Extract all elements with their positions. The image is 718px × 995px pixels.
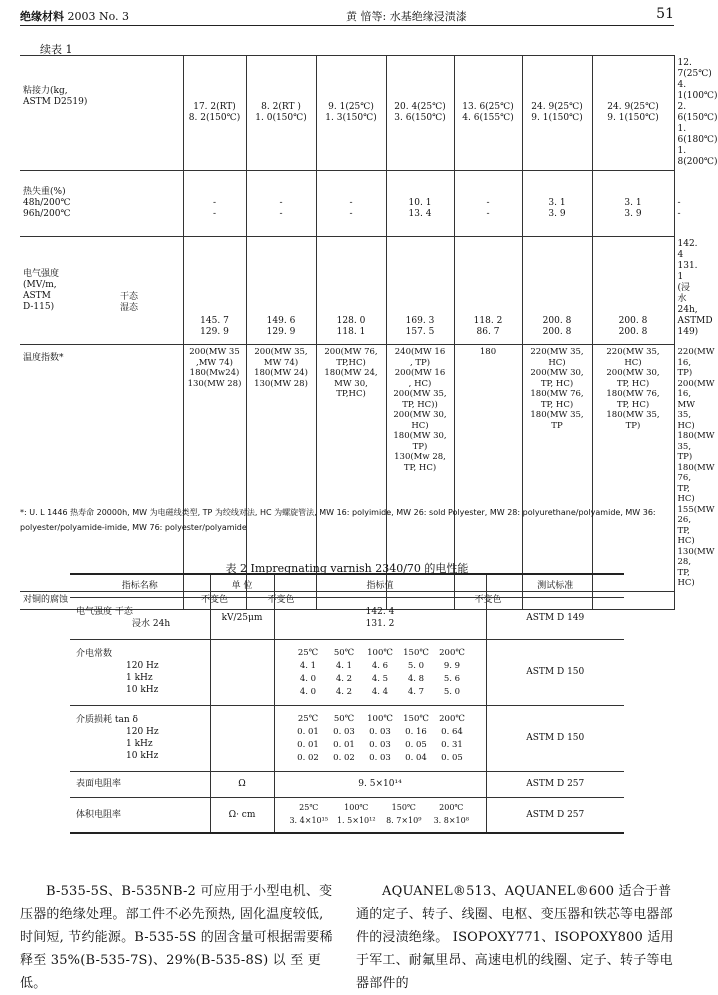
surface-resistance-unit: Ω — [210, 771, 274, 797]
table1-cell: 149. 6 129. 9 — [246, 237, 316, 345]
value-cell: 4. 2 — [335, 686, 353, 697]
table1-cell: - - — [316, 171, 386, 237]
table2-title: 表 2 Impregnating varnish 2340/70 的电性能 — [225, 562, 469, 575]
value-cell: 8. 7×10⁹ — [386, 816, 422, 826]
surface-resistance-standard: ASTM D 257 — [486, 771, 624, 797]
table1-cell: 220(MW 35, HC) 200(MW 30, TP, HC) 180(MW 76, TP, HC) 180(MW 35, TP — [522, 345, 592, 592]
electric-strength-unit: kV/25μm — [210, 597, 274, 639]
table1-cell: 200. 8 200. 8 — [522, 237, 592, 345]
temperature-heading: 100℃ — [367, 647, 393, 658]
body-text-right: AQUANEL®513、AQUANEL®600 适合于普通的定子、转子、线圈、电枢、变压器和铁芯等电器部件的浸渍绝缘。 ISOPOXY771、ISOPOXY800 适用于军工、耐氟里昂、高速电机的线圈、定子、转子等电器部件的 — [356, 884, 674, 991]
page-number: 51 — [656, 6, 674, 22]
temperature-heading: 25℃ — [297, 647, 319, 658]
table1-cell: 220(MW 35, HC) 200(MW 30, TP, HC) 180(MW 76, TP, HC) 180(MW 35, TP) — [592, 345, 674, 592]
header-rule — [20, 25, 674, 26]
table1-cell: 200. 8 200. 8 — [592, 237, 674, 345]
table1-cell: 9. 1(25℃) 1. 3(150℃) — [316, 56, 386, 171]
journal-info — [20, 8, 129, 24]
value-cell: 4. 0 — [299, 673, 317, 684]
table1-cell: 200(MW 35 ,MW 74) 180(Mw24) 130(MW 28) — [183, 345, 246, 592]
table1-cell: 24. 9(25℃) 9. 1(150℃) — [522, 56, 592, 171]
temperature-heading: 100℃ — [367, 713, 393, 724]
table1-cell: 8. 2(RT ) 1. 0(150℃) — [246, 56, 316, 171]
volume-resistance-standard: ASTM D 257 — [486, 797, 624, 833]
row-electric-strength — [70, 597, 624, 639]
table1-cell: 不变色 — [246, 591, 316, 609]
value-cell: 0. 02 — [297, 752, 319, 763]
value-cell: 1. 5×10¹² — [336, 816, 376, 826]
surface-resistance-value: 9. 5×10¹⁴ — [274, 771, 486, 797]
table1-cell: 145. 7 129. 9 — [183, 237, 246, 345]
value-cell: 0. 16 — [405, 726, 427, 737]
value-cell: 5. 6 — [443, 673, 461, 684]
journal-name: 绝缘材料 — [20, 10, 64, 23]
col-header-value: 指标值 — [274, 574, 486, 597]
temperature-heading: 150℃ — [403, 647, 429, 658]
value-cell: 3. 8×10⁸ — [433, 816, 469, 826]
temperature-heading: 50℃ — [333, 647, 355, 658]
surface-resistance-name: 表面电阻率 — [70, 771, 210, 797]
body-text-left: B-535-5S、B-535NB-2 可应用于小型电机、变压器的绝缘处理。部工件不必先预热, 固化温度较低, 时间短, 节约能源。B-535-5S 的固含量可根据需要稀释至 35%(B-535-7S)、29%(B-535-8S) 以 至 更 低。 — [20, 884, 333, 991]
table1-cell: 10. 1 13. 4 — [386, 171, 454, 237]
table1-row-adhesion: 粘接力(kg, ASTM D2519) 17. 2(RT) 8. 2(150℃) 8. 2(RT ) 1. 0(150℃) 9. 1(25℃) 1. 3(150℃) 20. 4(25℃) 3. 6(150℃) 13. 6(25℃) 4. 6(155℃) 24. 9(25℃) 9. 1(150℃) 24. 9(25℃) 9. 1(150℃) 12. 7(25℃) 4. 1(100℃) 2. 6(150℃) 1. 6(180℃) 1. 8(200℃) — [20, 56, 674, 171]
temperature-heading: 25℃ — [297, 713, 319, 724]
table1-row-heat-loss: 热失重(%) 48h/200℃ 96h/200℃ - - - - - - 10. 1 13. 4 - - 3. 1 3. 9 3. 1 3. 9 - - — [20, 171, 674, 237]
value-cell: 5. 0 — [443, 686, 461, 697]
table1-cell: 3. 1 3. 9 — [522, 171, 592, 237]
table1-row-sublabel — [117, 171, 183, 237]
dissipation-name: 介质损耗 tan δ 120 Hz 1 kHz 10 kHz — [70, 705, 210, 771]
value-cell: 0. 64 — [441, 726, 463, 737]
table1-cell: - - — [246, 171, 316, 237]
value-cell: 0. 03 — [369, 726, 391, 737]
dielectric-constant-grid — [274, 639, 486, 705]
value-cell: 0. 03 — [369, 752, 391, 763]
table1-cell: 180 — [454, 345, 522, 592]
table1-row-label: 热失重(%) 48h/200℃ 96h/200℃ — [23, 187, 71, 219]
value-cell: 0. 31 — [441, 739, 463, 750]
value-cell: 0. 03 — [369, 739, 391, 750]
temperature-heading: 200℃ — [439, 803, 464, 813]
table1-row-electric-strength: 电气强度 (MV/m, ASTM D-115) 干态 湿态 145. 7 129. 9 149. 6 129. 9 128. 0 118. 1 169. 3 157. 5 118. 2 86. 7 200. 8 200. 8 200. 8 200. 8 142. 4 131. 1 (浸水 24h, ASTMD 149) — [20, 237, 674, 345]
value-cell: 0. 01 — [333, 739, 355, 750]
value-cell: 4. 5 — [371, 673, 389, 684]
electric-strength-values: 142. 4 131. 2 — [274, 597, 486, 639]
table1-row-sublabel — [117, 345, 183, 592]
electric-strength-standard: ASTM D 149 — [486, 597, 624, 639]
volume-resistance-grid — [274, 797, 486, 833]
temperature-heading: 100℃ — [344, 803, 369, 813]
row-volume-resistance — [70, 797, 624, 833]
dissipation-grid — [274, 705, 486, 771]
value-cell: 0. 05 — [441, 752, 463, 763]
table1-cell: 20. 4(25℃) 3. 6(150℃) — [386, 56, 454, 171]
row-dissipation — [70, 705, 624, 771]
volume-resistance-name: 体积电阻率 — [70, 797, 210, 833]
value-cell: 9. 9 — [443, 660, 461, 671]
value-cell: 0. 01 — [297, 739, 319, 750]
value-cell: 0. 05 — [405, 739, 427, 750]
table1-caption: 续表 1 — [40, 43, 73, 56]
row-dielectric-constant — [70, 639, 624, 705]
table1-cell: 24. 9(25℃) 9. 1(150℃) — [592, 56, 674, 171]
article-authors-title: 黄 愔等: 水基绝缘浸渍漆 — [346, 10, 467, 23]
value-cell: 5. 0 — [407, 660, 425, 671]
value-cell: 4. 2 — [335, 673, 353, 684]
table1-row-sublabel: 干态 湿态 — [120, 292, 139, 313]
value-cell: 0. 03 — [333, 726, 355, 737]
table1-row-label: 电气强度 (MV/m, ASTM D-115) — [23, 268, 60, 312]
table1-cell: 17. 2(RT) 8. 2(150℃) — [183, 56, 246, 171]
table1-cell: 118. 2 86. 7 — [454, 237, 522, 345]
value-cell: 4. 1 — [335, 660, 353, 671]
table1-cell: 200(MW 76, TP,HC) 180(MW 24, MW 30, TP,HC) — [316, 345, 386, 592]
table1-cell: 3. 1 3. 9 — [592, 171, 674, 237]
temperature-heading: 150℃ — [391, 803, 416, 813]
value-cell: 4. 0 — [299, 686, 317, 697]
temperature-heading: 200℃ — [439, 713, 465, 724]
table1-cell: 13. 6(25℃) 4. 6(155℃) — [454, 56, 522, 171]
table1-row-temperature-index: 温度指数* 200(MW 35 ,MW 74) 180(Mw24) 130(MW 28) 200(MW 35, MW 74) 180(MW 24) 130(MW 28) 200(MW 76, TP,HC) 180(MW 24, MW 30, TP,HC) 240(MW 16 , TP) 200(MW 16 , HC) 200(MW 35, TP, HC)) 200(MW 30, HC) 180(MW 30, TP) 130(Mw 28, TP, HC) 180 220(MW 35, HC) 200(MW 30, TP, HC) 180(MW 76, TP, HC) 180(MW 35, TP 220(MW 35, HC) 200(MW 30, TP, HC) 180(MW 76, TP, HC) 180(MW 35, TP) 220(MW 16, TP) 200(MW 16, MW 35, HC) 180(MW 35, TP) 180(MW 76, TP, HC) 155(MW 26, TP, HC) 130(MW 28, TP, HC) — [20, 345, 674, 592]
col-header-unit: 单 位 — [210, 574, 274, 597]
table1-cell: - - — [183, 171, 246, 237]
row-surface-resistance — [70, 771, 624, 797]
table1-cell: 240(MW 16 , TP) 200(MW 16 , HC) 200(MW 35, TP, HC)) 200(MW 30, HC) 180(MW 30, TP) 130(Mw 28, TP, HC) — [386, 345, 454, 592]
table2 — [70, 573, 624, 834]
table1-cell: 不变色 — [454, 591, 522, 609]
value-cell: 0. 02 — [333, 752, 355, 763]
running-header — [20, 8, 674, 26]
value-cell: 4. 8 — [407, 673, 425, 684]
col-header-standard: 测试标准 — [486, 574, 624, 597]
temperature-heading: 25℃ — [299, 803, 319, 813]
dissipation-standard: ASTM D 150 — [486, 705, 624, 771]
table1-cell: 128. 0 118. 1 — [316, 237, 386, 345]
table2-header-row — [70, 574, 624, 597]
value-cell: 4. 7 — [407, 686, 425, 697]
value-cell: 0. 04 — [405, 752, 427, 763]
temperature-heading: 200℃ — [439, 647, 465, 658]
value-cell: 0. 01 — [297, 726, 319, 737]
value-cell: 4. 4 — [371, 686, 389, 697]
table1-cell: 不变色 — [183, 591, 246, 609]
table1-row-label: 粘接力(kg, ASTM D2519) — [23, 86, 88, 107]
table1-row-sublabel — [117, 56, 183, 171]
electric-strength-name: 电气强度 干态 浸水 24h — [70, 597, 210, 639]
table1-cell: 169. 3 157. 5 — [386, 237, 454, 345]
value-cell: 3. 4×10¹⁵ — [289, 816, 329, 826]
table1-footnote: *: U. L 1446 热寿命 20000h, MW 为电磁线类型, TP 为绞线对法, HC 为螺旋管法, MW 16: polyimide, MW 26: sold Polyester, MW 28: polyurethane/polyamide, MW 36: polyester/polyamide-imide, MW 76: polyester/polyamide — [20, 508, 656, 532]
value-cell: 4. 1 — [299, 660, 317, 671]
table1-row-label: 温度指数* — [23, 353, 64, 363]
col-header-name: 指标名称 — [121, 580, 158, 591]
temperature-heading: 150℃ — [403, 713, 429, 724]
volume-resistance-unit: Ω· cm — [210, 797, 274, 833]
value-cell: 4. 6 — [371, 660, 389, 671]
temperature-heading: 50℃ — [333, 713, 355, 724]
journal-issue: 2003 No. 3 — [67, 10, 130, 23]
dielectric-constant-standard: ASTM D 150 — [486, 639, 624, 705]
table1-row-label: 对铜的腐蚀 — [23, 594, 69, 605]
dielectric-constant-name: 介电常数 120 Hz 1 kHz 10 kHz — [70, 639, 210, 705]
table1-cell: 200(MW 35, MW 74) 180(MW 24) 130(MW 28) — [246, 345, 316, 592]
table1-cell: - - — [454, 171, 522, 237]
